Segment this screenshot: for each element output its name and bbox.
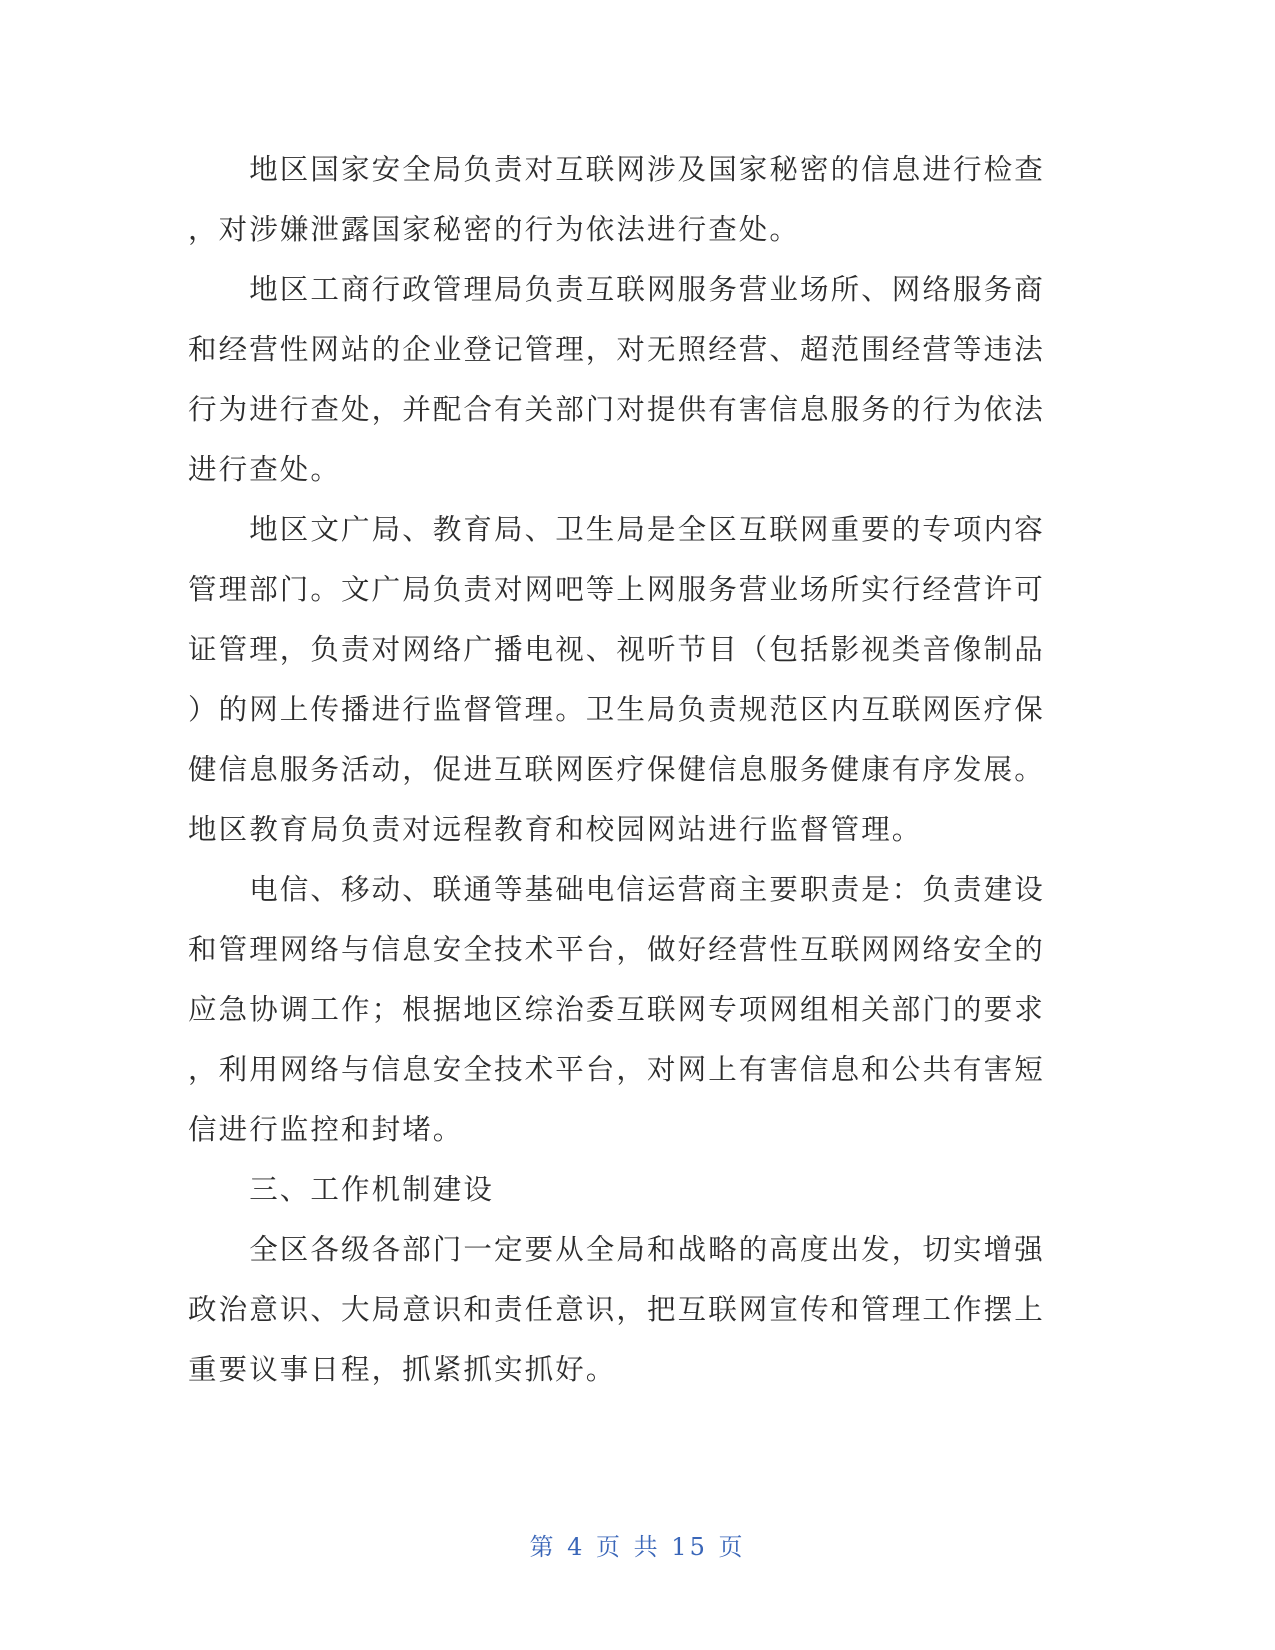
section-heading-work-mechanism xyxy=(188,1160,1058,1220)
text-line: 地区工商行政管理局负责互联网服务营业场所、网络服务商 xyxy=(188,273,1045,306)
text-line: 地区文广局、教育局、卫生局是全区互联网重要的专项内容 xyxy=(188,513,1045,546)
text-line: 进行查处。 xyxy=(188,453,342,486)
text-line: 和管理网络与信息安全技术平台，做好经营性互联网网络安全的 xyxy=(188,933,1045,966)
text-line: 健信息服务活动，促进互联网医疗保健信息服务健康有序发展。 xyxy=(188,753,1045,786)
text-line: 信进行监控和封堵。 xyxy=(188,1113,464,1146)
text-line: 应急协调工作；根据地区综治委互联网专项网组相关部门的要求 xyxy=(188,993,1045,1026)
page-number-footer: 第 4 页 共 15 页 xyxy=(529,1533,746,1561)
text-line: 证管理，负责对网络广播电视、视听节目（包括影视类音像制品 xyxy=(188,633,1045,666)
text-line: ，利用网络与信息安全技术平台，对网上有害信息和公共有害短 xyxy=(188,1053,1045,1086)
paragraph-culture-education-health xyxy=(188,500,1058,860)
paragraph-telecom-operators xyxy=(188,860,1058,1160)
text-line: 全区各级各部门一定要从全局和战略的高度出发，切实增强 xyxy=(188,1233,1045,1266)
paragraph-all-departments xyxy=(188,1220,1058,1400)
section-heading: 三、工作机制建设 xyxy=(188,1173,495,1206)
text-line: ，对涉嫌泄露国家秘密的行为依法进行查处。 xyxy=(188,213,801,246)
paragraph-industry-commerce xyxy=(188,260,1058,500)
text-line: 电信、移动、联通等基础电信运营商主要职责是：负责建设 xyxy=(188,873,1045,906)
text-line: 和经营性网站的企业登记管理，对无照经营、超范围经营等违法 xyxy=(188,333,1045,366)
text-line: 管理部门。文广局负责对网吧等上网服务营业场所实行经营许可 xyxy=(188,573,1045,606)
text-line: ）的网上传播进行监督管理。卫生局负责规范区内互联网医疗保 xyxy=(188,693,1045,726)
paragraph-national-security xyxy=(188,140,1058,260)
document-body xyxy=(188,140,1058,1400)
text-line: 地区国家安全局负责对互联网涉及国家秘密的信息进行检查 xyxy=(188,153,1045,186)
text-line: 行为进行查处，并配合有关部门对提供有害信息服务的行为依法 xyxy=(188,393,1045,426)
text-line: 重要议事日程，抓紧抓实抓好。 xyxy=(188,1353,617,1386)
text-line: 政治意识、大局意识和责任意识，把互联网宣传和管理工作摆上 xyxy=(188,1293,1045,1326)
text-line: 地区教育局负责对远程教育和校园网站进行监督管理。 xyxy=(188,813,923,846)
